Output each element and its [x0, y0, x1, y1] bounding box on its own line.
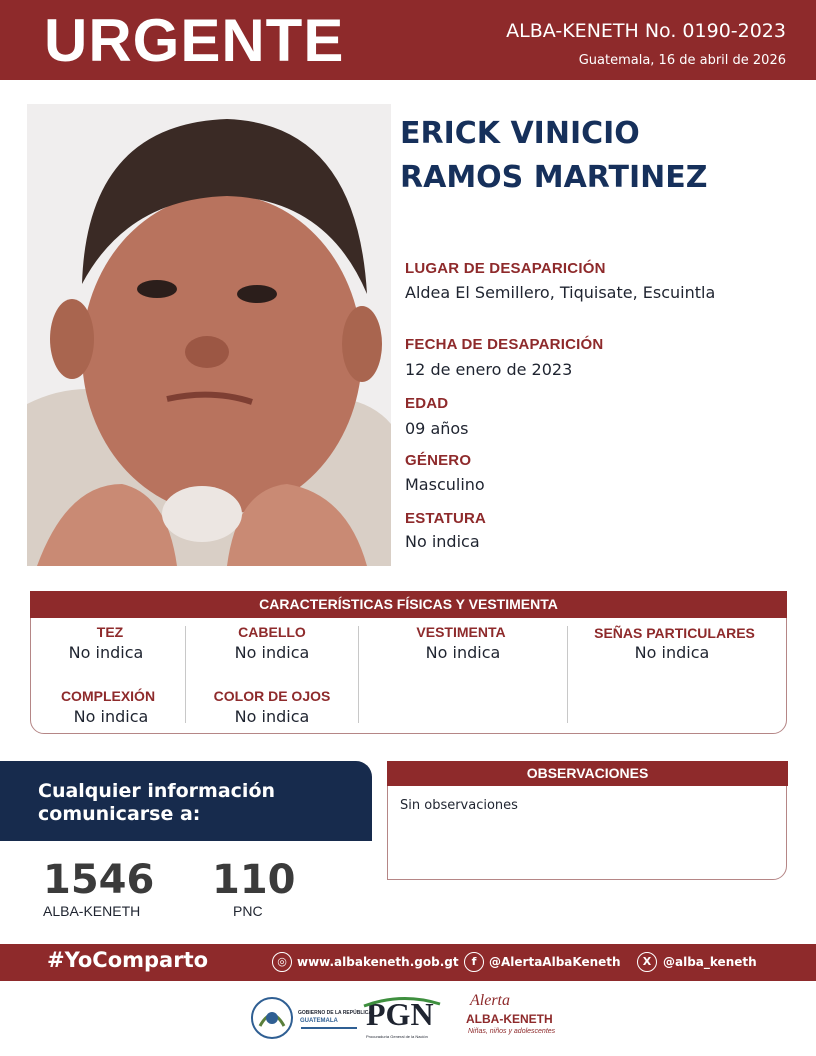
tez-value: No indica [68, 643, 144, 662]
gob-line1: GOBIERNO DE LA REPÚBLICA [298, 1010, 372, 1016]
pgn-swoosh-icon [362, 996, 442, 1008]
place-label: LUGAR DE DESAPARICIÓN [405, 260, 606, 277]
hair-label: CABELLO [238, 624, 306, 640]
age-label: EDAD [405, 395, 449, 412]
marks-value: No indica [634, 643, 710, 662]
clothing-value: No indica [425, 643, 501, 662]
phone-alba-keneth[interactable]: 1546 [43, 857, 155, 903]
eye-color-value: No indica [234, 707, 310, 726]
gender-value: Masculino [405, 475, 485, 494]
phone-pnc[interactable]: 110 [212, 857, 296, 903]
hair-value: No indica [234, 643, 310, 662]
person-photo [27, 104, 391, 566]
hashtag: #YoComparto [47, 948, 209, 972]
person-name [400, 112, 800, 200]
height-label: ESTATURA [405, 510, 487, 527]
alerta-logo: Alerta [470, 992, 510, 1009]
contact-text [38, 780, 358, 826]
facebook-link[interactable]: @AlertaAlbaKeneth [489, 955, 621, 969]
alba-subtitle: Niñas, niños y adolescentes [468, 1028, 556, 1035]
case-number: ALBA-KENETH No. 0190-2023 [506, 20, 786, 42]
divider [567, 626, 568, 723]
x-icon: X [637, 952, 657, 972]
age-value: 09 años [405, 419, 469, 438]
pgn-logo: PGN [366, 996, 434, 1032]
height-value: No indica [405, 532, 480, 551]
eye-color-label: COLOR DE OJOS [213, 688, 331, 704]
phone-alba-keneth-caption: ALBA-KENETH [43, 903, 141, 919]
x-link[interactable]: @alba_keneth [663, 955, 757, 969]
date-value: 12 de enero de 2023 [405, 360, 573, 379]
observations-text: Sin observaciones [400, 798, 518, 813]
website-link[interactable]: www.albakeneth.gob.gt [297, 955, 459, 969]
marks-label: SEÑAS PARTICULARES [594, 625, 755, 641]
build-value: No indica [73, 707, 149, 726]
tez-label: TEZ [96, 624, 124, 640]
characteristics-title: CARACTERÍSTICAS FÍSICAS Y VESTIMENTA [30, 591, 787, 618]
divider [301, 1027, 357, 1029]
issue-date: Guatemala, 16 de abril de 2026 [578, 53, 786, 68]
build-label: COMPLEXIÓN [60, 688, 156, 704]
pgn-subtitle: Procuraduría General de la Nación [366, 1034, 428, 1039]
person-name-line2: RAMOS MARTINEZ [400, 160, 708, 195]
clothing-label: VESTIMENTA [416, 624, 506, 640]
guatemala-seal-icon [250, 996, 294, 1040]
gender-label: GÉNERO [405, 452, 472, 469]
footer-logos [0, 990, 816, 1050]
alba-keneth-logo: ALBA-KENETH [466, 1012, 553, 1026]
date-label: FECHA DE DESAPARICIÓN [405, 336, 604, 353]
gob-line2: GUATEMALA [300, 1018, 338, 1024]
facebook-icon: f [464, 952, 484, 972]
urgent-title: URGENTE [44, 7, 345, 74]
phone-pnc-caption: PNC [233, 903, 263, 919]
observations-title: OBSERVACIONES [387, 761, 788, 786]
contact-text-line1: Cualquier información [38, 780, 276, 802]
place-value: Aldea El Semillero, Tiquisate, Escuintla [405, 283, 716, 302]
web-icon: ◎ [272, 952, 292, 972]
person-name-line1: ERICK VINICIO [400, 116, 640, 151]
contact-text-line2: comunicarse a: [38, 803, 201, 825]
